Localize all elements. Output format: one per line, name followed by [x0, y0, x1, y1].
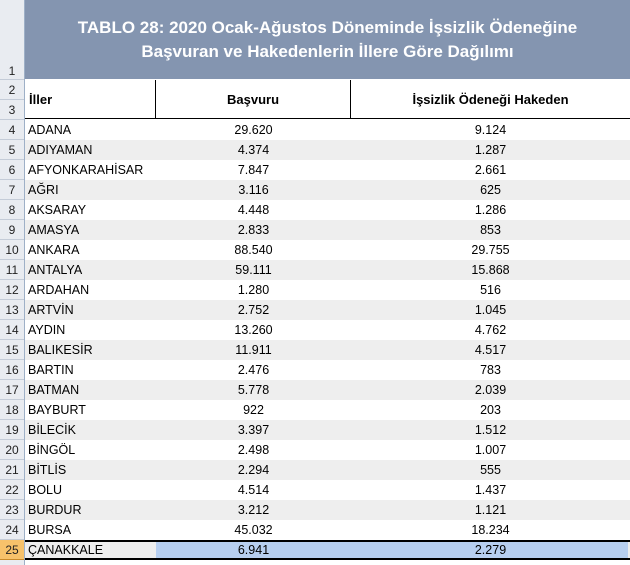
table-title-line-1: TABLO 28: 2020 Ocak-Ağustos Döneminde İşsizlik Ödeneğine — [77, 17, 578, 37]
table-row[interactable] — [25, 280, 630, 300]
cell-basvuru[interactable]: 2.294 — [237, 463, 270, 477]
row-number-column — [0, 0, 25, 565]
table-row[interactable] — [25, 120, 630, 140]
cell-hakeden[interactable]: 516 — [480, 283, 501, 297]
table-row[interactable] — [25, 500, 630, 520]
row-number[interactable]: 9 — [0, 220, 24, 240]
cell-basvuru[interactable]: 45.032 — [234, 523, 273, 537]
cell-basvuru[interactable]: 29.620 — [234, 123, 273, 137]
cell-basvuru[interactable]: 2.476 — [237, 363, 270, 377]
cell-il[interactable]: ANKARA — [28, 243, 80, 257]
cell-il[interactable]: BALIKESİR — [28, 343, 93, 357]
cell-il[interactable]: ÇANAKKALE — [28, 543, 104, 557]
cell-il[interactable]: AKSARAY — [28, 203, 87, 217]
row-number[interactable]: 21 — [0, 460, 24, 480]
cell-basvuru[interactable]: 2.833 — [237, 223, 270, 237]
cell-il[interactable]: BİNGÖL — [28, 443, 76, 457]
cell-basvuru[interactable]: 7.847 — [237, 163, 270, 177]
cell-hakeden[interactable]: 2.661 — [474, 163, 507, 177]
table-row[interactable] — [25, 140, 630, 160]
cell-basvuru[interactable]: 3.116 — [238, 183, 269, 197]
table-row[interactable] — [25, 480, 630, 500]
table-row[interactable] — [25, 360, 630, 380]
cell-il[interactable]: AĞRI — [28, 183, 59, 197]
cell-basvuru[interactable]: 6.941 — [237, 543, 270, 557]
table-row[interactable] — [25, 460, 630, 480]
cell-hakeden[interactable]: 625 — [480, 183, 501, 197]
row-number[interactable]: 19 — [0, 420, 24, 440]
cell-basvuru[interactable]: 4.514 — [237, 483, 270, 497]
cell-basvuru[interactable]: 4.374 — [237, 143, 270, 157]
table-row[interactable] — [25, 300, 630, 320]
header-basvuru[interactable]: Başvuru — [156, 80, 351, 119]
row-number[interactable]: 5 — [0, 140, 24, 160]
cell-basvuru[interactable]: 922 — [243, 403, 264, 417]
table-row[interactable] — [25, 160, 630, 180]
cell-hakeden[interactable]: 2.039 — [474, 383, 507, 397]
cell-il[interactable]: BAYBURT — [28, 403, 86, 417]
table-row[interactable] — [25, 540, 630, 560]
table-row[interactable] — [25, 260, 630, 280]
cell-hakeden[interactable]: 2.279 — [474, 543, 507, 557]
cell-hakeden[interactable]: 4.762 — [474, 323, 507, 337]
table-row[interactable] — [25, 200, 630, 220]
table-row[interactable] — [25, 320, 630, 340]
row-number[interactable]: 23 — [0, 500, 24, 520]
cell-il[interactable]: ANTALYA — [28, 263, 83, 277]
cell-il[interactable]: ADANA — [28, 123, 72, 137]
cell-hakeden[interactable]: 1.045 — [474, 303, 507, 317]
cell-basvuru[interactable]: 1.280 — [237, 283, 270, 297]
row-number[interactable]: 4 — [0, 120, 24, 140]
table-title-line-2: Başvuran ve Hakedenlerin İllere Göre Dağılımı — [141, 41, 514, 61]
table-row[interactable] — [25, 380, 630, 400]
cell-il[interactable]: BURSA — [28, 523, 72, 537]
cell-basvuru[interactable]: 59.111 — [235, 263, 272, 277]
row-number[interactable]: 15 — [0, 340, 24, 360]
cell-hakeden[interactable]: 1.286 — [474, 203, 507, 217]
cell-basvuru[interactable]: 13.260 — [234, 323, 273, 337]
header-iller[interactable]: İller — [25, 80, 156, 119]
cell-hakeden[interactable]: 1.287 — [474, 143, 507, 157]
row-number[interactable]: 24 — [0, 520, 24, 540]
row-number[interactable]: 2 — [0, 80, 24, 100]
cell-il[interactable]: ARDAHAN — [28, 283, 90, 297]
cell-basvuru[interactable]: 2.752 — [237, 303, 270, 317]
cell-hakeden[interactable]: 18.234 — [471, 523, 510, 537]
row-number[interactable]: 6 — [0, 160, 24, 180]
cell-hakeden[interactable]: 783 — [480, 363, 501, 377]
cell-basvuru[interactable]: 5.778 — [237, 383, 270, 397]
row-number[interactable]: 18 — [0, 400, 24, 420]
cell-hakeden[interactable]: 1.512 — [474, 423, 507, 437]
row-number[interactable]: 3 — [0, 100, 24, 120]
table-row[interactable] — [25, 400, 630, 420]
row-number[interactable]: 16 — [0, 360, 24, 380]
row-number[interactable]: 12 — [0, 280, 24, 300]
cell-hakeden[interactable]: 29.755 — [471, 243, 510, 257]
cell-basvuru[interactable]: 2.498 — [237, 443, 270, 457]
cell-il[interactable]: BİTLİS — [28, 463, 67, 477]
table-row[interactable] — [25, 340, 630, 360]
cell-hakeden[interactable]: 9.124 — [474, 123, 507, 137]
row-number[interactable]: 14 — [0, 320, 24, 340]
table-row[interactable] — [25, 440, 630, 460]
table-row[interactable] — [25, 420, 630, 440]
row-number[interactable]: 22 — [0, 480, 24, 500]
cell-il[interactable]: ARTVİN — [28, 303, 74, 317]
cell-il[interactable]: BARTIN — [28, 363, 74, 377]
row-number[interactable]: 20 — [0, 440, 24, 460]
header-hakeden[interactable]: İşsizlik Ödeneği Hakeden — [351, 80, 630, 119]
row-number[interactable]: 13 — [0, 300, 24, 320]
table-row[interactable] — [25, 220, 630, 240]
table-row[interactable] — [25, 180, 630, 200]
cell-il[interactable]: AFYONKARAHİSAR — [28, 163, 144, 177]
cell-hakeden[interactable]: 4.517 — [474, 343, 507, 357]
row-number[interactable]: 10 — [0, 240, 24, 260]
cell-il[interactable]: BATMAN — [28, 383, 80, 397]
cell-hakeden[interactable]: 555 — [480, 463, 501, 477]
cell-basvuru[interactable]: 88.540 — [234, 243, 273, 257]
cell-basvuru[interactable]: 11.911 — [235, 343, 272, 357]
cell-basvuru[interactable]: 4.448 — [237, 203, 270, 217]
cell-il[interactable]: BİLECİK — [28, 423, 76, 437]
row-number[interactable]: 25 — [0, 540, 24, 560]
table-row[interactable] — [25, 240, 630, 260]
cell-hakeden[interactable]: 1.007 — [474, 443, 507, 457]
table-title-banner[interactable] — [25, 0, 630, 79]
cell-il[interactable]: ADIYAMAN — [28, 143, 93, 157]
cell-hakeden[interactable]: 1.437 — [474, 483, 507, 497]
row-number[interactable]: 1 — [0, 0, 24, 80]
cell-il[interactable]: BOLU — [28, 483, 63, 497]
row-number[interactable]: 7 — [0, 180, 24, 200]
table-row[interactable] — [25, 520, 630, 540]
cell-basvuru[interactable]: 3.212 — [237, 503, 270, 517]
cell-il[interactable]: BURDUR — [28, 503, 82, 517]
row-number[interactable]: 8 — [0, 200, 24, 220]
cell-il[interactable]: AMASYA — [28, 223, 80, 237]
cell-hakeden[interactable]: 203 — [480, 403, 501, 417]
row-number[interactable]: 17 — [0, 380, 24, 400]
cell-il[interactable]: AYDIN — [28, 323, 66, 337]
cell-basvuru[interactable]: 3.397 — [237, 423, 270, 437]
cell-hakeden[interactable]: 1.121 — [474, 503, 507, 517]
cell-hakeden[interactable]: 853 — [480, 223, 501, 237]
cell-hakeden[interactable]: 15.868 — [471, 263, 510, 277]
row-number[interactable]: 11 — [0, 260, 24, 280]
